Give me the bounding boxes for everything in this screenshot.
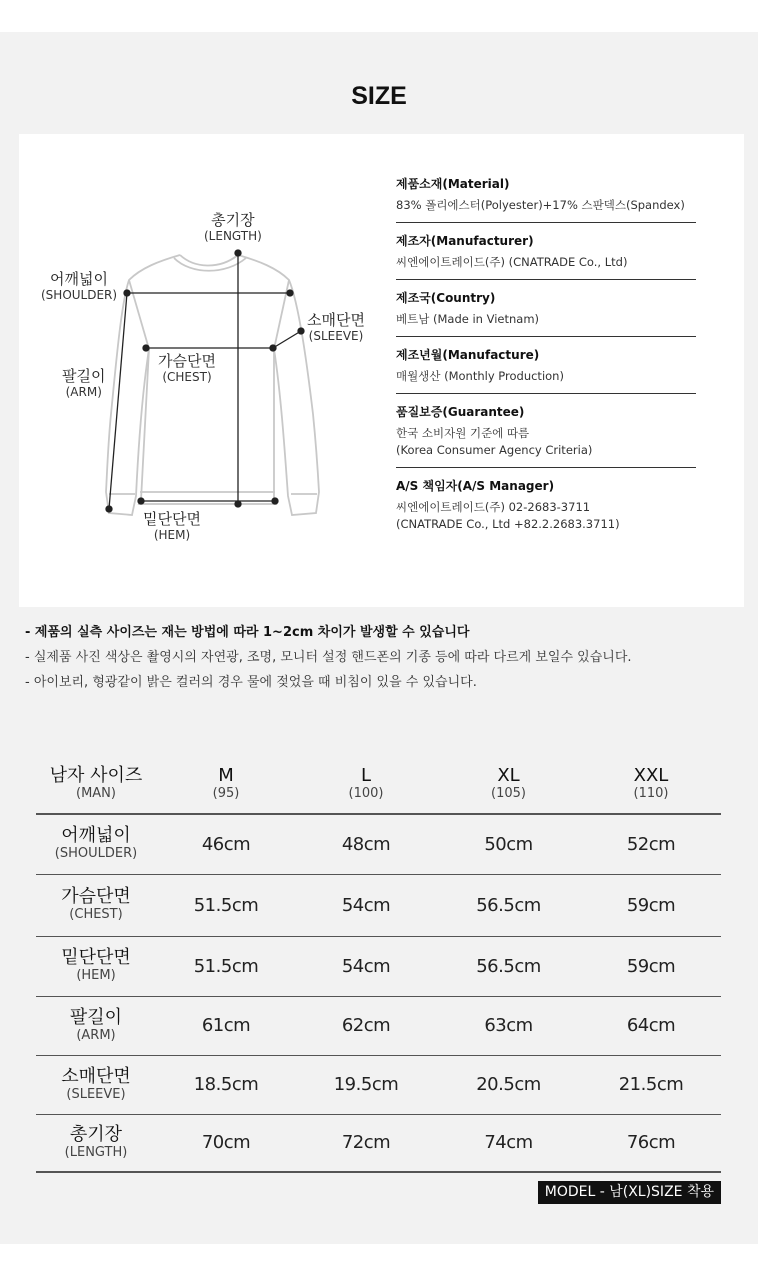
table-row (36, 1114, 721, 1172)
size-name: L (360, 764, 372, 786)
spec-label: 제품소재(Material) (396, 177, 510, 191)
table-row (36, 936, 721, 996)
spec-country (396, 290, 696, 337)
label-arm-en: (ARM) (65, 385, 102, 399)
table-cell: 63cm (436, 996, 581, 1055)
label-length-en: (LENGTH) (204, 229, 262, 243)
label-chest (158, 353, 216, 384)
table-cell: 59cm (581, 874, 721, 936)
table-cell: 19.5cm (296, 1055, 436, 1114)
table-cell: 46cm (156, 814, 296, 874)
size-name: XXL (633, 764, 669, 786)
row-label-ko: 팔길이 (69, 1006, 123, 1028)
note-item: - 아이보리, 형광같이 밝은 컬러의 경우 물에 젖었을 때 비침이 있을 수 있습니다. (25, 675, 477, 690)
table-cell: 48cm (296, 814, 436, 874)
header-size-m (156, 754, 296, 814)
header-size-xl (436, 754, 581, 814)
row-label-en: (HEM) (76, 968, 116, 983)
label-sleeve-ko: 소매단면 (307, 311, 365, 329)
label-chest-ko: 가슴단면 (158, 352, 216, 370)
size-name: M (218, 764, 234, 786)
size-section (0, 32, 758, 1244)
spec-value: 83% 폴리에스터(Polyester)+17% 스판덱스(Spandex) (396, 198, 685, 212)
row-label-en: (CHEST) (69, 907, 123, 922)
table-cell: 51.5cm (156, 874, 296, 936)
table-cell: 56.5cm (436, 874, 581, 936)
label-hem-en: (HEM) (153, 528, 191, 542)
table-cell: 54cm (296, 936, 436, 996)
header-en: (MAN) (76, 785, 116, 801)
label-arm-ko: 팔길이 (62, 367, 106, 385)
row-label (36, 874, 156, 936)
label-arm (62, 368, 105, 399)
section-title: SIZE (351, 82, 407, 110)
table-cell: 21.5cm (581, 1055, 721, 1114)
spec-label: 제조자(Manufacturer) (396, 234, 534, 248)
note-item: - 실제품 사진 색상은 촬영시의 자연광, 조명, 모니터 설정 핸드폰의 기종 등에 따라 다르게 보일수 있습니다. (25, 650, 632, 665)
label-sleeve-en: (SLEEVE) (308, 329, 364, 343)
label-hem (143, 511, 201, 542)
row-label-ko: 밑단단면 (61, 947, 131, 968)
table-cell: 64cm (581, 996, 721, 1055)
header-size-xxl (581, 754, 721, 814)
spec-as-manager (396, 478, 696, 541)
header-man (36, 754, 156, 814)
size-number: (110) (633, 785, 669, 801)
spec-manufacture-date (396, 347, 696, 394)
row-label-ko: 총기장 (69, 1123, 123, 1145)
note-item: - 제품의 실측 사이즈는 재는 방법에 따라 1~2cm 차이가 발생할 수 있습니다 (25, 625, 470, 640)
spec-value: 한국 소비자원 기준에 따름 (Korea Consumer Agency Criteria) (396, 426, 593, 457)
spec-value: 매월생산 (Monthly Production) (396, 369, 564, 383)
row-label-en: (SHOULDER) (54, 846, 138, 862)
spec-label: 제조년월(Manufacture) (396, 348, 540, 362)
table-row (36, 1055, 721, 1114)
measurement-notes (25, 620, 632, 695)
size-number: (105) (491, 785, 526, 801)
table-row (36, 814, 721, 874)
table-cell: 18.5cm (156, 1055, 296, 1114)
size-number: (100) (348, 785, 384, 801)
model-size-badge: MODEL - 남(XL)SIZE 착용 (538, 1181, 721, 1204)
spec-guarantee (396, 404, 696, 468)
row-label-ko: 어깨넓이 (61, 825, 131, 847)
row-label-en: (LENGTH) (64, 1144, 128, 1160)
product-spec-list (396, 176, 696, 551)
table-cell: 72cm (296, 1114, 436, 1172)
label-chest-en: (CHEST) (162, 370, 212, 384)
row-label (36, 1114, 156, 1172)
spec-value: 씨엔에이트레이드(주) (CNATRADE Co., Ltd) (396, 255, 628, 269)
row-label (36, 996, 156, 1055)
table-row (36, 996, 721, 1055)
table-cell: 70cm (156, 1114, 296, 1172)
table-row (36, 874, 721, 936)
row-label (36, 814, 156, 874)
size-info-card (19, 134, 744, 607)
size-table (36, 754, 721, 1173)
spec-material (396, 176, 696, 223)
table-cell: 76cm (581, 1114, 721, 1172)
label-shoulder-ko: 어깨넓이 (50, 270, 109, 288)
row-label (36, 1055, 156, 1114)
table-cell: 50cm (436, 814, 581, 874)
label-hem-ko: 밑단단면 (143, 510, 201, 528)
label-length (204, 212, 262, 243)
row-label-ko: 가슴단면 (61, 886, 131, 907)
spec-manufacturer (396, 233, 696, 280)
table-cell: 62cm (296, 996, 436, 1055)
table-cell: 52cm (581, 814, 721, 874)
size-table-header (36, 754, 721, 814)
row-label-ko: 소매단면 (61, 1065, 131, 1087)
header-size-l (296, 754, 436, 814)
table-cell: 54cm (296, 874, 436, 936)
row-label (36, 936, 156, 996)
spec-label: 제조국(Country) (396, 291, 496, 305)
row-label-en: (SLEEVE) (66, 1086, 126, 1102)
spec-label: 품질보증(Guarantee) (396, 405, 525, 419)
table-cell: 59cm (581, 936, 721, 996)
table-cell: 74cm (436, 1114, 581, 1172)
label-shoulder-en: (SHOULDER) (41, 288, 118, 302)
spec-value: 씨엔에이트레이드(주) 02-2683-3711 (CNATRADE Co., Ltd +82.2.2683.3711) (396, 500, 620, 531)
table-cell: 20.5cm (436, 1055, 581, 1114)
spec-label: A/S 책임자(A/S Manager) (396, 479, 555, 493)
label-shoulder (41, 271, 117, 302)
table-cell: 51.5cm (156, 936, 296, 996)
spec-value: 베트남 (Made in Vietnam) (396, 312, 540, 326)
label-sleeve (307, 312, 365, 343)
label-length-ko: 총기장 (211, 211, 255, 229)
size-name: XL (497, 764, 520, 786)
table-cell: 56.5cm (436, 936, 581, 996)
row-label-en: (ARM) (76, 1027, 116, 1043)
header-ko: 남자 사이즈 (49, 764, 143, 786)
size-number: (95) (212, 785, 240, 801)
table-cell: 61cm (156, 996, 296, 1055)
